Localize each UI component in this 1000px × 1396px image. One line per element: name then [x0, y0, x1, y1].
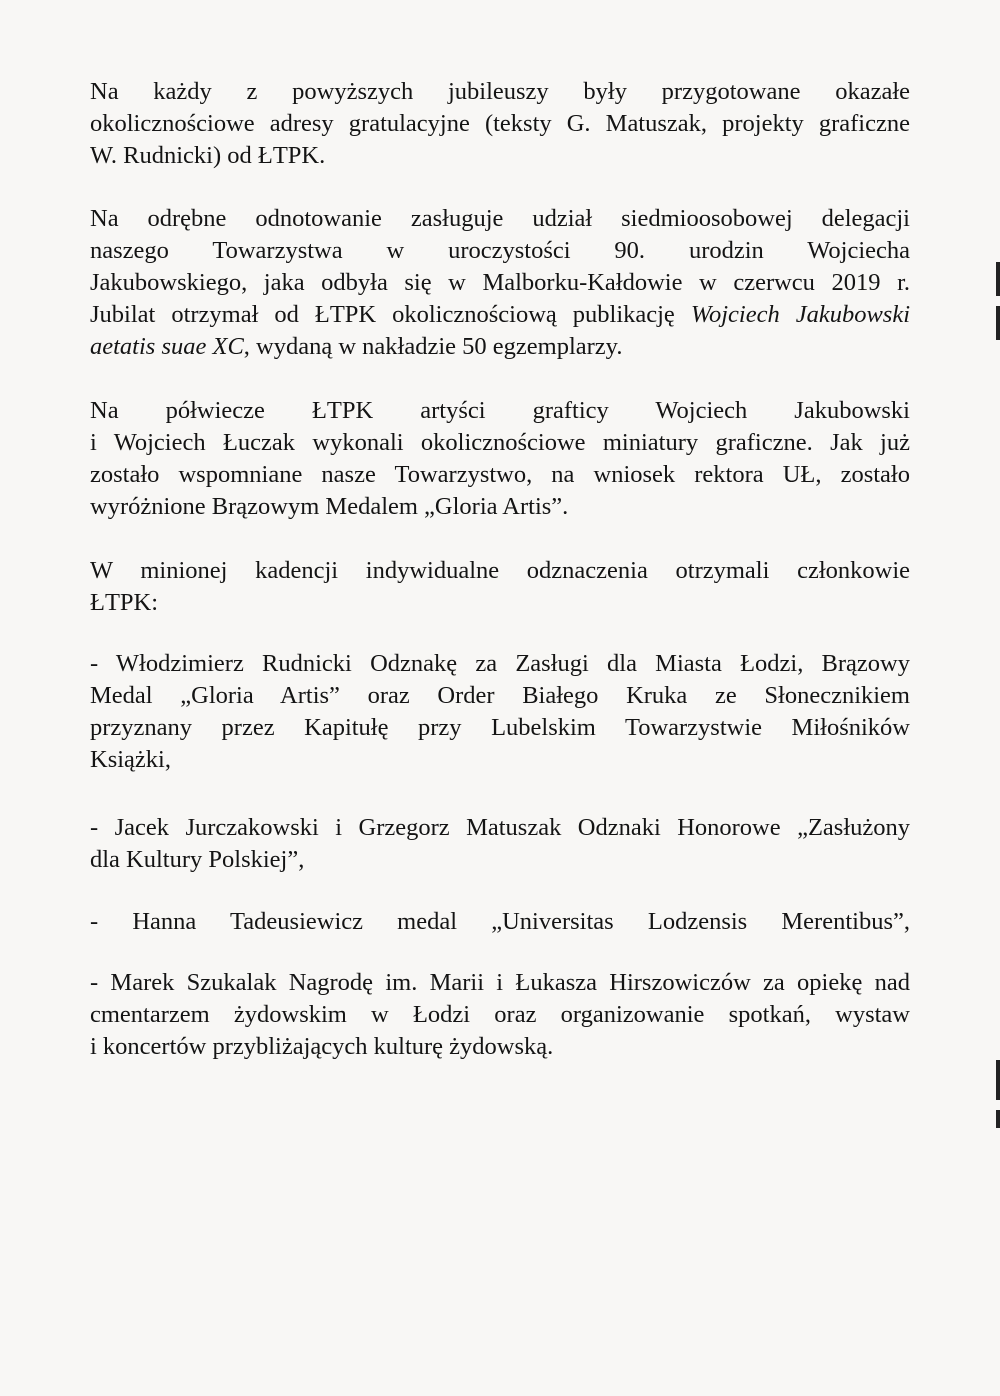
paragraph-line-with-title [90, 331, 910, 363]
paragraph-line: zostało wspomniane nasze Towarzystwo, na wniosek rektora UŁ, zostało [90, 461, 910, 488]
list-item-jurczakowski [90, 812, 910, 876]
paragraph-line: - Jacek Jurczakowski i Grzegorz Matuszak Odznaki Honorowe „Zasłużony [90, 814, 910, 841]
paragraph-line: Na każdy z powyższych jubileuszy były przygotowane okazałe [90, 78, 910, 105]
edge-mark [996, 262, 1000, 296]
paragraph-line: - Włodzimierz Rudnicki Odznakę za Zasługi dla Miasta Łodzi, Brązowy [90, 650, 910, 677]
paragraph-line: - Marek Szukalak Nagrodę im. Marii i Łukasza Hirszowiczów za opiekę nad [90, 969, 910, 996]
edge-mark [996, 306, 1000, 340]
paragraph-line: Książki, [90, 746, 171, 773]
paragraph-line: cmentarzem żydowskim w Łodzi oraz organizowanie spotkań, wystaw [90, 1001, 910, 1028]
paragraph-line: okolicznościowe adresy gratulacyjne (teksty G. Matuszak, projekty graficzne [90, 110, 910, 137]
paragraph-text: Jubilat otrzymał od ŁTPK okolicznościową publikację [90, 301, 675, 328]
paragraph-line: i Wojciech Łuczak wykonali okolicznościowe miniatury graficzne. Jak już [90, 429, 910, 456]
paragraph-line: Na odrębne odnotowanie zasługuje udział siedmioosobowej delegacji [90, 205, 910, 232]
paragraph-line: W minionej kadencji indywidualne odznaczenia otrzymali członkowie [90, 557, 910, 584]
list-item-szukalak [90, 967, 910, 1063]
edge-mark [996, 1110, 1000, 1128]
paragraph-line: i koncertów przybliżających kulturę żydowską. [90, 1033, 554, 1060]
book-title: Wojciech Jakubowski [690, 301, 911, 328]
paragraph-line: przyznany przez Kapitułę przy Lubelskim Towarzystwie Miłośników [90, 714, 910, 741]
paragraph-line: Medal „Gloria Artis” oraz Order Białego Kruka ze Słonecznikiem [90, 682, 910, 709]
book-title: aetatis suae XC [90, 333, 244, 360]
list-item-rudnicki [90, 648, 910, 776]
paragraph-line: Jakubowskiego, jaka odbyła się w Malborku-Kałdowie w czerwcu 2019 r. [90, 269, 910, 296]
paragraph-4 [90, 555, 910, 619]
paragraph-line: naszego Towarzystwa w uroczystości 90. urodzin Wojciecha [90, 237, 910, 264]
paragraph-line: wyróżnione Brązowym Medalem „Gloria Artis”. [90, 493, 569, 520]
edge-mark [996, 1060, 1000, 1100]
paragraph-3 [90, 395, 910, 523]
paragraph-2 [90, 203, 910, 363]
paragraph-line: W. Rudnicki) od ŁTPK. [90, 142, 326, 169]
paragraph-line: - Hanna Tadeusiewicz medal „Universitas Lodzensis Merentibus”, [90, 908, 910, 935]
paragraph-line-with-title [90, 299, 910, 331]
paragraph-line: dla Kultury Polskiej”, [90, 846, 305, 873]
paragraph-line: ŁTPK: [90, 589, 159, 616]
paragraph-line: Na półwiecze ŁTPK artyści grafticy Wojciech Jakubowski [90, 397, 910, 424]
paragraph-1 [90, 76, 910, 172]
list-item-tadeusiewicz [90, 906, 910, 938]
paragraph-text: , wydaną w nakładzie 50 egzemplarzy. [243, 333, 623, 360]
